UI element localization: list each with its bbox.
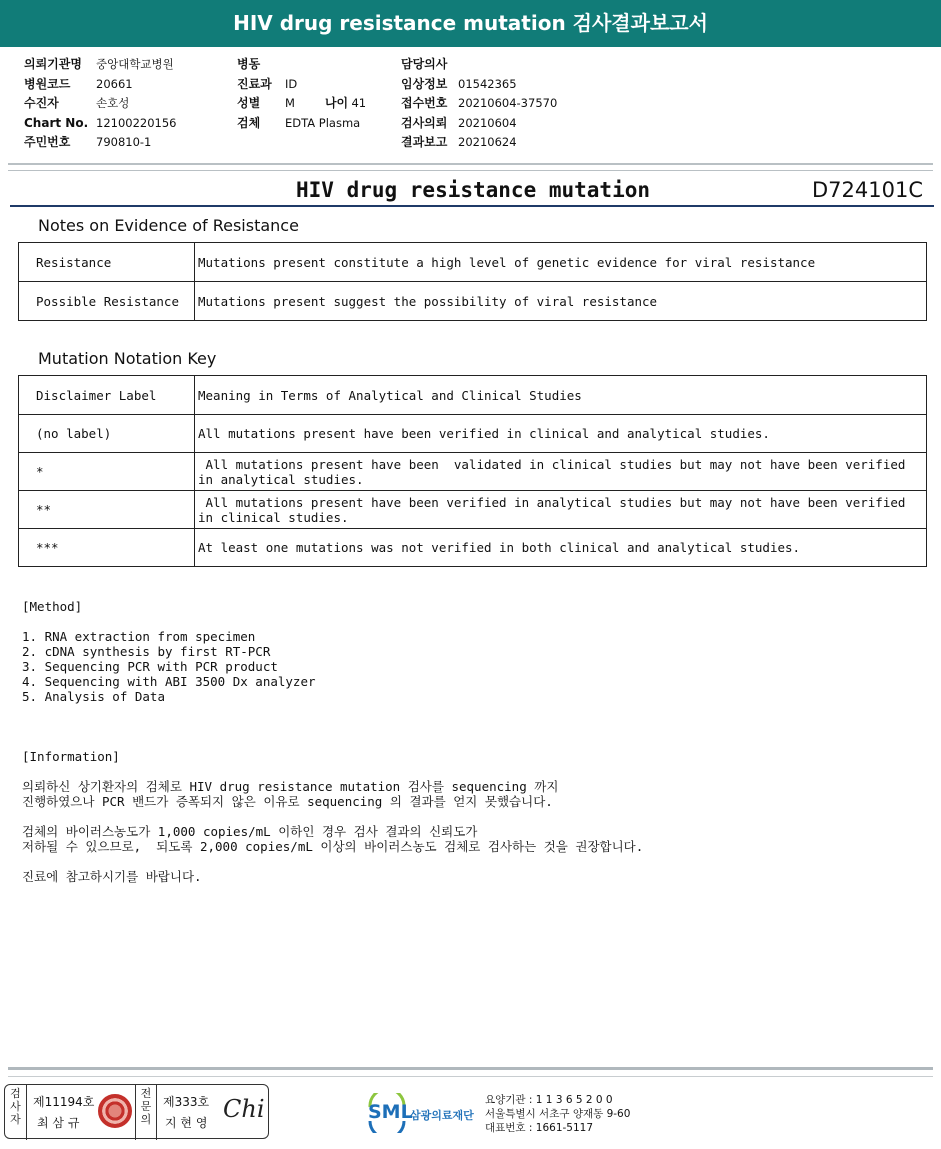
info-row-resident-no — [24, 133, 176, 153]
information-heading: [Information] — [22, 749, 120, 764]
info-row-report-date — [401, 133, 557, 153]
info-row-doctor — [401, 55, 557, 75]
notation-label: Disclaimer Label — [19, 376, 195, 415]
table-row — [19, 243, 927, 282]
specialist-role: 전문의 — [135, 1085, 157, 1140]
evidence-text: Mutations present constitute a high level of genetic evidence for viral resistance — [195, 243, 927, 282]
patient-info-column-3 — [401, 55, 557, 153]
info-row-chart-no — [24, 114, 176, 134]
table-row — [19, 491, 927, 529]
info-value: 20661 — [96, 76, 133, 91]
method-step: 5. Analysis of Data — [22, 689, 165, 704]
info-row-patient — [24, 94, 176, 114]
notation-heading: Mutation Notation Key — [38, 349, 217, 368]
info-label: 담당의사 — [401, 57, 448, 71]
info-row-hospital-code — [24, 75, 176, 95]
document-title: HIV drug resistance mutation — [296, 178, 651, 202]
info-value: ID — [285, 76, 298, 91]
patient-info-column-1 — [24, 55, 176, 153]
examiner-seal — [98, 1094, 132, 1128]
info-row-receipt-no — [401, 94, 557, 114]
info-label: 임상정보 — [401, 76, 448, 91]
specialist-signature: Chi — [223, 1095, 265, 1123]
method-step: 2. cDNA synthesis by first RT-PCR — [22, 644, 271, 659]
info-row-request-date — [401, 114, 557, 134]
report-header-title: HIV drug resistance mutation 검사결과보고서 — [0, 0, 941, 47]
header-divider — [8, 163, 933, 165]
method-step: 4. Sequencing with ABI 3500 Dx analyzer — [22, 674, 316, 689]
notation-text: At least one mutations was not verified in both clinical and analytical studies. — [195, 529, 927, 567]
specialist-license: 제333호 — [163, 1095, 210, 1109]
information-paragraph: 검체의 바이러스농도가 1,000 copies/mL 이하인 경우 검사 결과의 신뢰도가 저하될 수 있으므로, 되도록 2,000 copies/mL 이상의 바이러스농도 검체로 검사하는 것을 권장합니다. — [22, 824, 644, 854]
info-value: 01542365 — [458, 76, 517, 91]
notation-table — [18, 375, 927, 567]
info-value: 20210604-37570 — [458, 96, 558, 110]
table-row — [19, 415, 927, 453]
patient-info-column-2 — [237, 55, 366, 133]
notation-label: *** — [19, 529, 195, 567]
notation-text: All mutations present have been verified in clinical and analytical studies. — [195, 415, 927, 453]
signature-box — [4, 1084, 269, 1139]
information-closing: 진료에 참고하시기를 바랍니다. — [22, 869, 202, 884]
info-label: 병동 — [237, 57, 261, 71]
examiner-name: 최 삼 규 — [37, 1116, 80, 1130]
info-value: M — [285, 96, 295, 110]
info-value: 20210624 — [458, 135, 517, 149]
header-divider-thin — [8, 170, 933, 171]
age-label: 나이 — [324, 96, 349, 110]
table-row — [19, 453, 927, 491]
notation-text: All mutations present have been validated in clinical studies but may not have been verified in analytical studies. — [195, 453, 927, 491]
examiner-license: 제11194호 — [33, 1095, 95, 1109]
evidence-text: Mutations present suggest the possibility of viral resistance — [195, 282, 927, 321]
info-row-institution — [24, 55, 176, 75]
info-row-specimen — [237, 114, 366, 134]
evidence-table — [18, 242, 927, 321]
info-label: 진료과 — [237, 76, 272, 91]
info-row-ward — [237, 55, 366, 75]
evidence-label: Resistance — [19, 243, 195, 282]
method-step: 1. RNA extraction from specimen — [22, 629, 256, 644]
specialist-name: 지 현 영 — [165, 1116, 208, 1130]
evidence-label: Possible Resistance — [19, 282, 195, 321]
notation-label: * — [19, 453, 195, 491]
notation-text: Meaning in Terms of Analytical and Clinical Studies — [195, 376, 927, 415]
info-label: 주민번호 — [24, 135, 71, 149]
notation-label: ** — [19, 491, 195, 529]
notation-label: (no label) — [19, 415, 195, 453]
sml-logo-text: SML — [368, 1101, 413, 1123]
organization-name: 삼광의료재단 — [410, 1109, 474, 1122]
info-label: 병원코드 — [24, 76, 71, 91]
info-value: 12100220156 — [96, 115, 177, 130]
info-label: 결과보고 — [401, 135, 448, 149]
info-value: 790810-1 — [96, 135, 152, 149]
info-value: EDTA Plasma — [285, 115, 361, 130]
footer-divider — [8, 1067, 933, 1070]
table-row — [19, 282, 927, 321]
info-row-department — [237, 75, 366, 95]
method-heading: [Method] — [22, 599, 83, 614]
evidence-heading: Notes on Evidence of Resistance — [38, 216, 299, 235]
info-label: 수진자 — [24, 96, 59, 110]
info-value: 중앙대학교병원 — [96, 57, 174, 71]
document-code: D724101C — [812, 178, 923, 202]
notation-text: All mutations present have been verified in analytical studies but may not have been verified in clinical studies. — [195, 491, 927, 529]
info-label: 의뢰기관명 — [24, 57, 82, 71]
age-value: 41 — [351, 96, 367, 110]
info-label: 접수번호 — [401, 96, 448, 110]
info-row-clinical-info — [401, 75, 557, 95]
method-step: 3. Sequencing PCR with PCR product — [22, 659, 278, 674]
information-paragraph: 의뢰하신 상기환자의 검체로 HIV drug resistance mutation 검사를 sequencing 까지 진행하였으나 PCR 밴드가 증폭되지 않은 이유로 sequencing 의 결과를 얻지 못했습니다. — [22, 779, 559, 809]
examiner-role: 검사자 — [5, 1085, 27, 1140]
info-label: 검체 — [237, 115, 261, 130]
table-row — [19, 376, 927, 415]
info-value: 20210604 — [458, 115, 517, 130]
info-label: 성별 — [237, 96, 261, 110]
info-value: 손호성 — [96, 96, 130, 110]
organization-details: 요양기관 : 1 1 3 6 5 2 0 0 서울특별시 서초구 양재동 9-60 대표번호 : 1661-5117 — [485, 1094, 631, 1134]
info-label: Chart No. — [24, 115, 89, 130]
table-row — [19, 529, 927, 567]
info-label: 검사의뢰 — [401, 115, 448, 130]
info-row-sex-age — [237, 94, 366, 114]
title-underline — [10, 205, 934, 207]
footer-divider-thin — [8, 1076, 933, 1077]
